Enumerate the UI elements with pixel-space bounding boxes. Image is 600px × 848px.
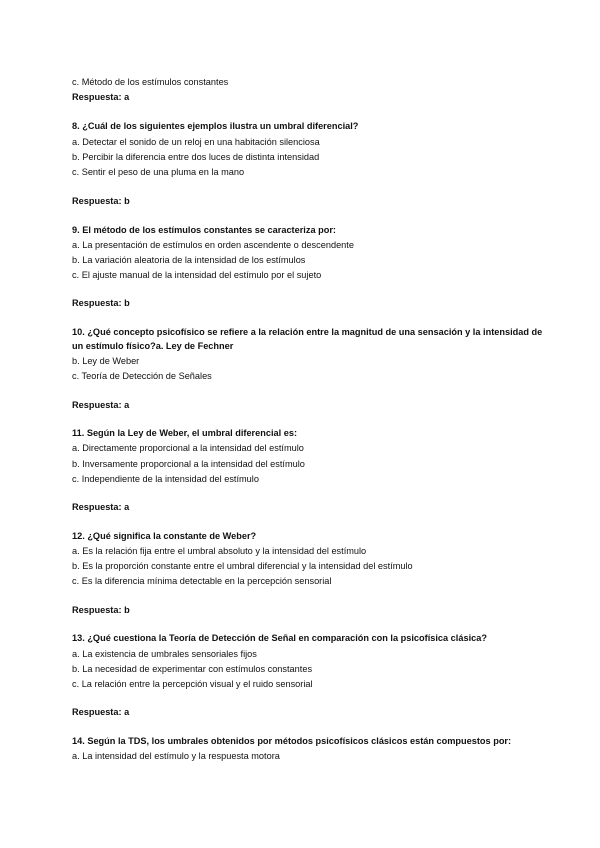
option-line: a. Directamente proporcional a la intensidad del estímulo [72,443,304,453]
option-line: c. La relación entre la percepción visual y el ruido sensorial [72,679,313,689]
answer-line: Respuesta: a [72,92,130,102]
option-line: a. Detectar el sonido de un reloj en una habitación silenciosa [72,137,320,147]
option-line: b. La variación aleatoria de la intensidad de los estímulos [72,255,306,265]
option-line: b. Ley de Weber [72,356,140,366]
option-line: a. La presentación de estímulos en orden ascendente o descendente [72,240,354,250]
answer-line: Respuesta: b [72,196,130,206]
question-8: 8. ¿Cuál de los siguientes ejemplos ilustra un umbral diferencial? [72,121,359,131]
question-11: 11. Según la Ley de Weber, el umbral diferencial es: [72,428,298,438]
answer-line: Respuesta: b [72,298,130,308]
answer-line: Respuesta: a [72,502,130,512]
option-line: a. La existencia de umbrales sensoriales fijos [72,649,257,659]
option-line: c. Independiente de la intensidad del estímulo [72,474,259,484]
option-line: c. Método de los estímulos constantes [72,77,229,87]
question-9: 9. El método de los estímulos constantes se caracteriza por: [72,225,336,235]
question-13: 13. ¿Qué cuestiona la Teoría de Detección de Señal en comparación con la psicofísica clásica? [72,633,487,643]
answer-line: Respuesta: a [72,707,130,717]
option-line: b. Inversamente proporcional a la intensidad del estímulo [72,459,305,469]
option-line: c. Es la diferencia mínima detectable en la percepción sensorial [72,576,332,586]
answer-line: Respuesta: a [72,400,130,410]
question-14: 14. Según la TDS, los umbrales obtenidos por métodos psicofísicos clásicos están compuestos por: [72,736,512,746]
option-line: c. Sentir el peso de una pluma en la mano [72,167,245,177]
option-line: a. Es la relación fija entre el umbral absoluto y la intensidad del estímulo [72,546,367,556]
option-line: b. La necesidad de experimentar con estímulos constantes [72,664,313,674]
option-line: a. La intensidad del estímulo y la respuesta motora [72,751,280,761]
option-line: c. El ajuste manual de la intensidad del estímulo por el sujeto [72,270,322,280]
question-10-cont: un estímulo físico?a. Ley de Fechner [72,341,234,351]
option-line: b. Es la proporción constante entre el umbral diferencial y la intensidad del estímulo [72,561,413,571]
question-10: 10. ¿Qué concepto psicofísico se refiere a la relación entre la magnitud de una sensación y la intensidad de [72,327,543,337]
option-line: b. Percibir la diferencia entre dos luces de distinta intensidad [72,152,320,162]
answer-line: Respuesta: b [72,605,130,615]
question-12: 12. ¿Qué significa la constante de Weber? [72,531,257,541]
option-line: c. Teoría de Detección de Señales [72,371,212,381]
